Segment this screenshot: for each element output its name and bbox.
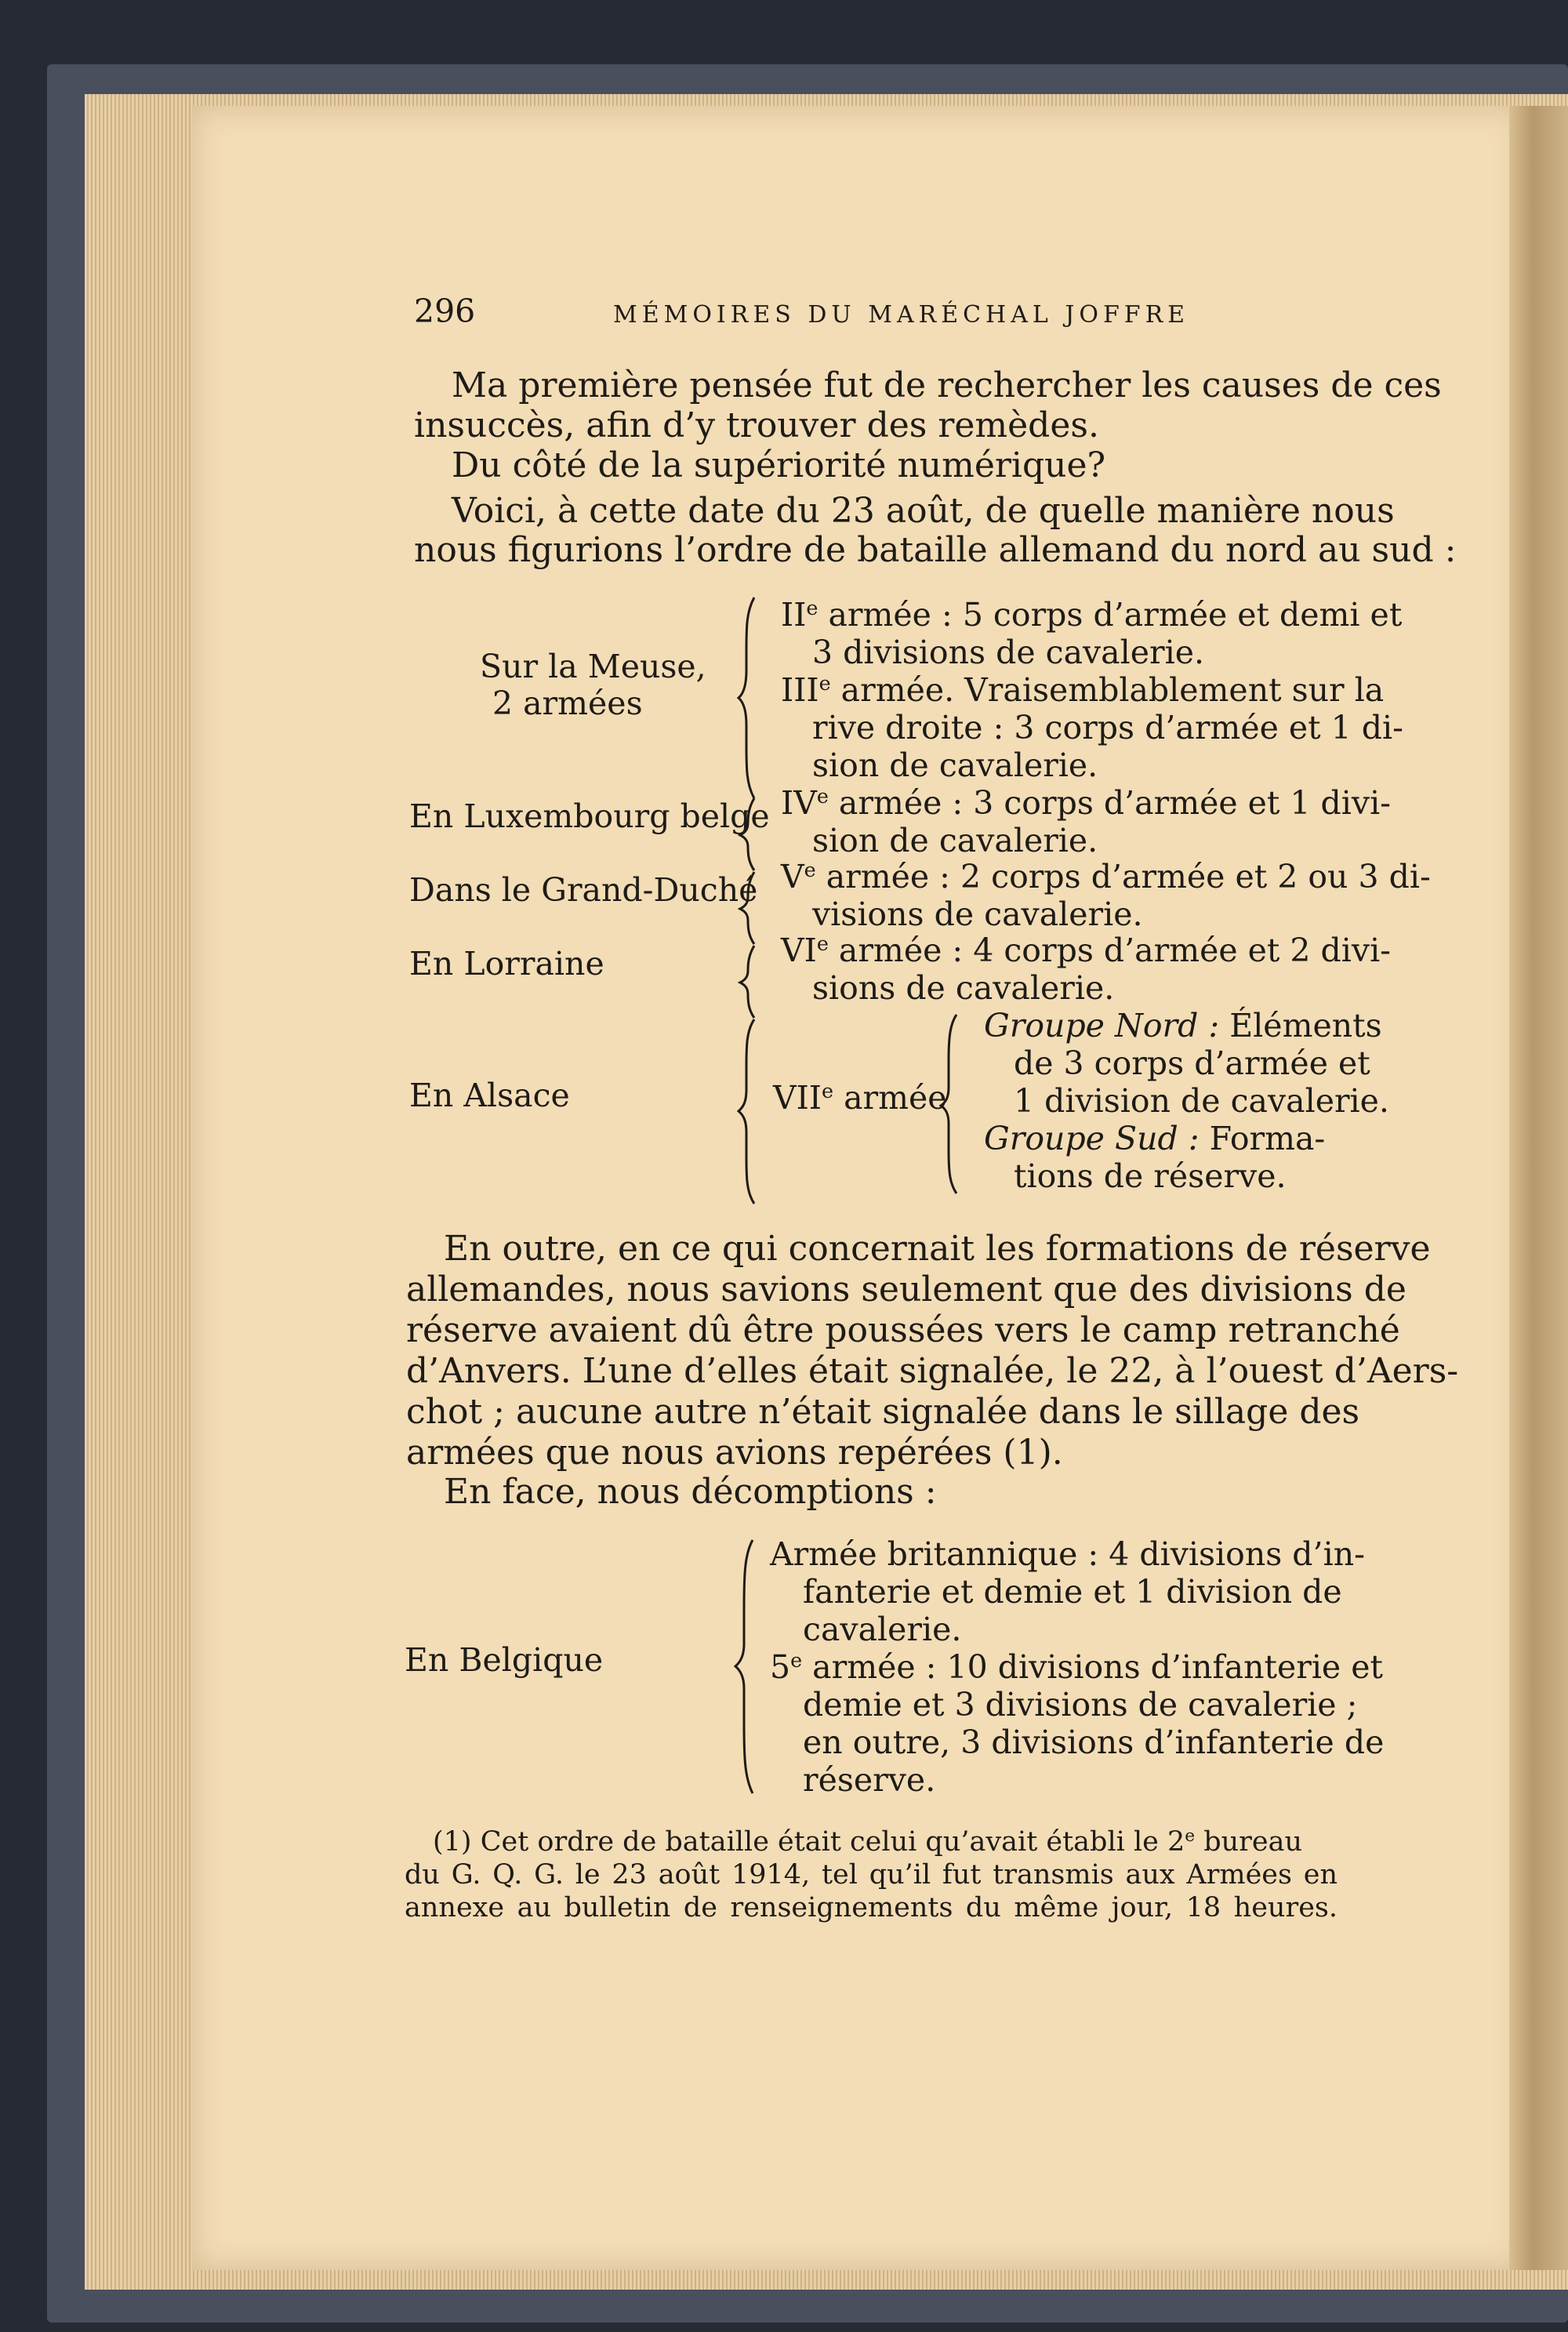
book-gutter: [1509, 106, 1568, 2270]
army-entry-cont: réserve.: [803, 1761, 936, 1799]
paragraph-line: insuccès, afin d’y trouver des remèdes.: [414, 405, 1099, 445]
region-label: 2 armées: [492, 685, 643, 722]
footnote-line: annexe au bulletin de renseignements du même jour, 18 heures.: [405, 1892, 1338, 1923]
paragraph-line: réserve avaient dû être poussées vers le camp retranché: [406, 1310, 1400, 1350]
army-entry: IVe armée : 3 corps d’armée et 1 divi-: [781, 784, 1392, 822]
army-entry-cont: rive droite : 3 corps d’armée et 1 di-: [812, 709, 1403, 746]
army-entry-cont: demie et 3 divisions de cavalerie ;: [803, 1686, 1358, 1724]
region-label: Dans le Grand-Duché: [409, 871, 758, 909]
army-entry-cont: fanterie et demie et 1 division de: [803, 1573, 1342, 1611]
army-entry-cont: visions de cavalerie.: [812, 895, 1143, 933]
region-label: En Belgique: [405, 1641, 604, 1679]
army-entry: 5e armée : 10 divisions d’infanterie et: [770, 1648, 1383, 1686]
army-group-entry-cont: 1 division de cavalerie.: [1014, 1082, 1389, 1120]
region-label: Sur la Meuse,: [480, 648, 706, 685]
footnote-line: (1) Cet ordre de bataille était celui qu’avait établi le 2e bureau: [433, 1826, 1303, 1858]
army-entry: VIe armée : 4 corps d’armée et 2 divi-: [781, 932, 1392, 969]
paragraph-line: allemandes, nous savions seulement que des divisions de: [406, 1270, 1406, 1309]
army-entry: Ve armée : 2 corps d’armée et 2 ou 3 di-: [781, 858, 1431, 895]
region-label: En Alsace: [409, 1077, 570, 1114]
army-entry-cont: sion de cavalerie.: [812, 746, 1098, 784]
army-entry-cont: sion de cavalerie.: [812, 822, 1098, 859]
paragraph-line: En face, nous décomptions :: [444, 1472, 937, 1512]
army-entry-cont: sions de cavalerie.: [812, 969, 1115, 1007]
paragraph-line: armées que nous avions repérées (1).: [406, 1433, 1063, 1473]
brace-belgique: [734, 1538, 765, 1797]
paragraph-line: nous figurions l’ordre de bataille allemand du nord au sud :: [414, 530, 1457, 570]
army-entry: IIe armée : 5 corps d’armée et demi et: [781, 596, 1403, 634]
brace-alsace-groups: [939, 1013, 967, 1195]
paragraph-line: Ma première pensée fut de rechercher les causes de ces: [452, 365, 1442, 405]
army-entry-cont: en outre, 3 divisions d’infanterie de: [803, 1724, 1385, 1761]
region-label: En Luxembourg belge: [409, 797, 770, 835]
army-entry: VIIe armée: [773, 1079, 947, 1117]
paragraph-line: En outre, en ce qui concernait les formations de réserve: [444, 1229, 1431, 1269]
paragraph-line: Voici, à cette date du 23 août, de quelle manière nous: [452, 491, 1395, 531]
paragraph-line: d’Anvers. L’une d’elles était signalée, le 22, à l’ouest d’Aers-: [406, 1351, 1459, 1391]
brace-lorraine: [740, 946, 754, 1018]
army-group-entry: Groupe Sud : Forma-: [984, 1120, 1326, 1157]
running-title: MÉMOIRES DU MARÉCHAL JOFFRE: [613, 301, 1190, 329]
army-entry-cont: cavalerie.: [803, 1611, 962, 1648]
army-group-entry-cont: de 3 corps d’armée et: [1014, 1044, 1370, 1082]
page-number: 296: [414, 292, 476, 330]
army-entry: Armée britannique : 4 divisions d’in-: [770, 1535, 1365, 1573]
footnote-line: du G. Q. G. le 23 août 1914, tel qu’il fut transmis aux Armées en: [405, 1859, 1338, 1891]
army-group-entry: Groupe Nord : Éléments: [984, 1007, 1382, 1044]
army-entry-cont: 3 divisions de cavalerie.: [812, 634, 1205, 671]
region-label: En Lorraine: [409, 945, 604, 983]
army-entry: IIIe armée. Vraisemblablement sur la: [781, 671, 1385, 709]
paragraph-line: Du côté de la supériorité numérique?: [452, 445, 1106, 485]
army-group-entry-cont: tions de réserve.: [1014, 1157, 1287, 1195]
brace-alsace: [739, 1019, 754, 1204]
brace-meuse: [739, 598, 754, 798]
paragraph-line: chot ; aucune autre n’était signalée dans le sillage des: [406, 1392, 1360, 1432]
